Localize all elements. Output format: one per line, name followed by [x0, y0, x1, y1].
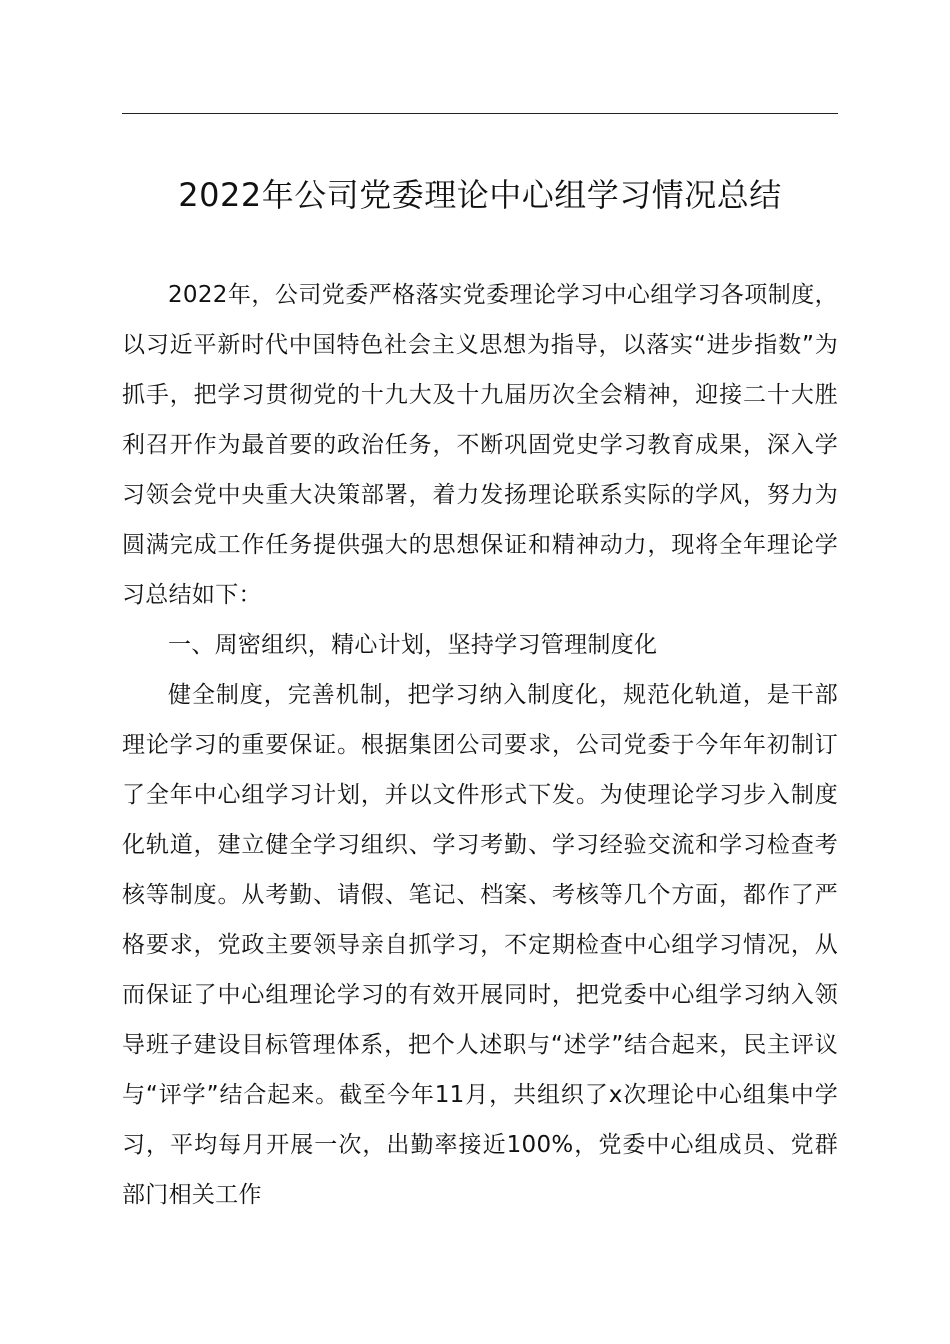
document-body — [122, 270, 838, 1220]
document-title: 2022年公司党委理论中心组学习情况总结 — [178, 176, 782, 214]
intro-paragraph: 2022年，公司党委严格落实党委理论学习中心组学习各项制度，以习近平新时代中国特色社会主义思想为指导，以落实“进步指数”为抓手，把学习贯彻党的十九大及十九届历次全会精神，迎接二十大胜利召开作为最首要的政治任务，不断巩固党史学习教育成果，深入学习领会党中央重大决策部署，着力发扬理论联系实际的学风，努力为圆满完成工作任务提供强大的思想保证和精神动力，现将全年理论学习总结如下： — [122, 282, 838, 608]
section-1-paragraph: 健全制度，完善机制，把学习纳入制度化，规范化轨道，是干部理论学习的重要保证。根据集团公司要求，公司党委于今年年初制订了全年中心组学习计划，并以文件形式下发。为使理论学习步入制度化轨道，建立健全学习组织、学习考勤、学习经验交流和学习检查考核等制度。从考勤、请假、笔记、档案、考核等几个方面，都作了严格要求，党政主要领导亲自抓学习，不定期检查中心组学习情况，从而保证了中心组理论学习的有效开展同时，把党委中心组学习纳入领导班子建设目标管理体系，把个人述职与“述学”结合起来，民主评议与“评学”结合起来。截至今年11月，共组织了x次理论中心组集中学习，平均每月开展一次，出勤率接近100%，党委中心组成员、党群部门相关工作 — [122, 682, 838, 1208]
section-heading-1: 一、周密组织，精心计划，坚持学习管理制度化 — [168, 632, 658, 658]
header-rule — [122, 113, 838, 114]
